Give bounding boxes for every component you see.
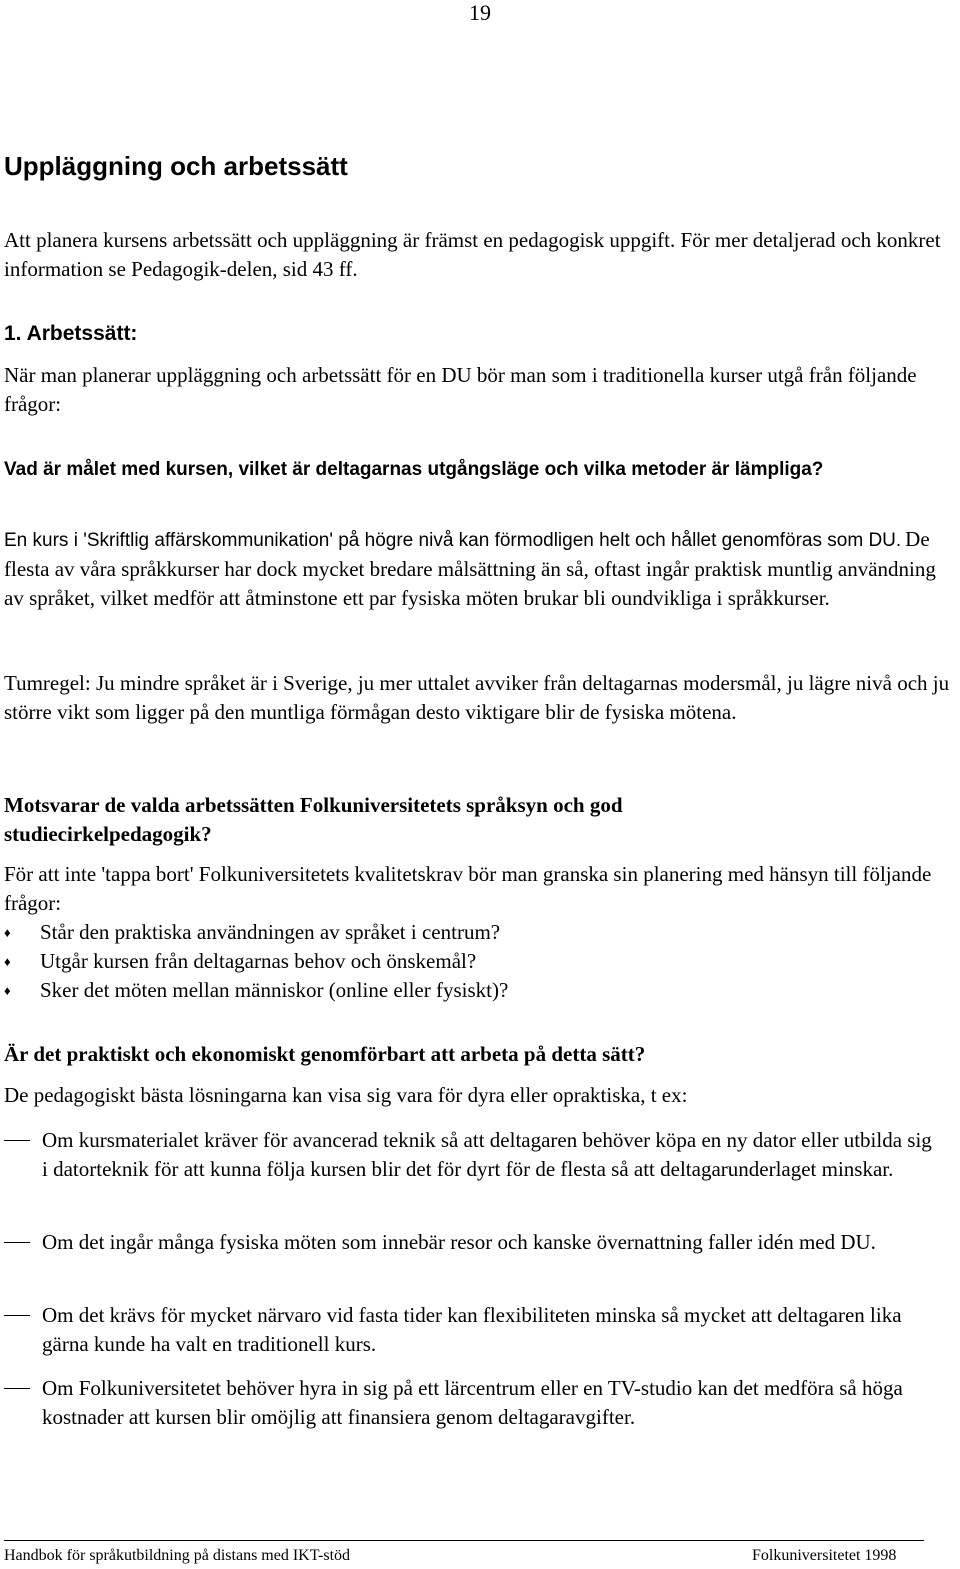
quality-paragraph: För att inte 'tappa bort' Folkuniversitetets kvalitetskrav bör man granska sin planering med hänsyn till följande frågor: xyxy=(4,862,932,915)
course-paragraph xyxy=(4,525,956,613)
dash-icon xyxy=(4,1242,30,1243)
bullet-icon: ♦ xyxy=(4,925,11,940)
bullet-icon: ♦ xyxy=(4,983,11,998)
list-item: ♦ Står den praktiska användningen av språket i centrum? xyxy=(4,918,944,947)
footer-publisher: Folkuniversitetet 1998 xyxy=(752,1547,897,1564)
practical-paragraph: De pedagogiskt bästa lösningarna kan visa sig vara för dyra eller opraktiska, t ex: xyxy=(4,1083,688,1107)
list-item: Om Folkuniversitetet behöver hyra in sig på ett lärcentrum eller en TV-studio kan det medföra så höga kostnader att kursen blir omöjlig att finansiera genom deltagaravgifter. xyxy=(4,1374,944,1434)
bullet-icon: ♦ xyxy=(4,954,11,969)
list-item: ♦ Sker det möten mellan människor (online eller fysiskt)? xyxy=(4,976,944,1005)
page-number: 19 xyxy=(469,0,491,25)
course-paragraph-sans: En kurs i 'Skriftlig affärskommunikation' på högre nivå kan förmodligen helt och hållet genomföras som DU. xyxy=(4,530,902,551)
dash-icon xyxy=(4,1388,30,1389)
list-item: ♦ Utgår kursen från deltagarnas behov och önskemål? xyxy=(4,947,944,976)
list-item: Om det krävs för mycket närvaro vid fasta tider kan flexibiliteten minska så mycket att deltagaren lika gärna kunde ha valt en traditionell kurs. xyxy=(4,1301,944,1361)
question-heading: Vad är målet med kursen, vilket är deltagarnas utgångsläge och vilka metoder är lämpliga? xyxy=(4,459,824,480)
intro-paragraph: Att planera kursens arbetssätt och uppläggning är främst en pedagogisk uppgift. För mer detaljerad och konkret information se Pedagogik-delen, sid 43 ff. xyxy=(4,228,941,281)
dash-icon xyxy=(4,1315,30,1316)
section-paragraph: När man planerar uppläggning och arbetssätt för en DU bör man som i traditionella kurser utgå från följande frågor: xyxy=(4,363,917,416)
list-item: Om kursmaterialet kräver för avancerad teknik så att deltagaren behöver köpa en ny dator eller utbilda sig i datorteknik för att kunna följa kursen blir det för dyrt för de flesta så att deltagarunderlaget minskar. xyxy=(4,1126,944,1216)
dash-icon xyxy=(4,1140,30,1141)
footer-title: Handbok för språkutbildning på distans med IKT-stöd xyxy=(4,1547,351,1564)
footer-divider xyxy=(4,1540,924,1541)
list-item: Om det ingår många fysiska möten som innebär resor och kanske övernattning faller idén med DU. xyxy=(4,1228,944,1288)
page-title: Uppläggning och arbetssätt xyxy=(4,151,348,181)
course-paragraph-serif: De flesta av våra språkkurser har dock mycket bredare målsättning än så, oftast ingår praktisk muntlig användning av språket, vilket medför att åtminstone ett par fysiska möten brukar bli oundvikliga i språkkurser. xyxy=(4,527,936,610)
section-heading: 1. Arbetssätt: xyxy=(4,322,138,345)
question-heading: Motsvarar de valda arbetssätten Folkuniversitetets språksyn och god studiecirkelpedagogik? xyxy=(4,793,623,846)
question-heading: Är det praktiskt och ekonomiskt genomförbart att arbeta på detta sätt? xyxy=(4,1042,646,1066)
rule-of-thumb-paragraph: Tumregel: Ju mindre språket är i Sverige, ju mer uttalet avviker från deltagarnas modersmål, ju lägre nivå och ju större vikt som ligger på den muntliga förmågan desto viktigare blir de fysiska mötena. xyxy=(4,671,950,724)
